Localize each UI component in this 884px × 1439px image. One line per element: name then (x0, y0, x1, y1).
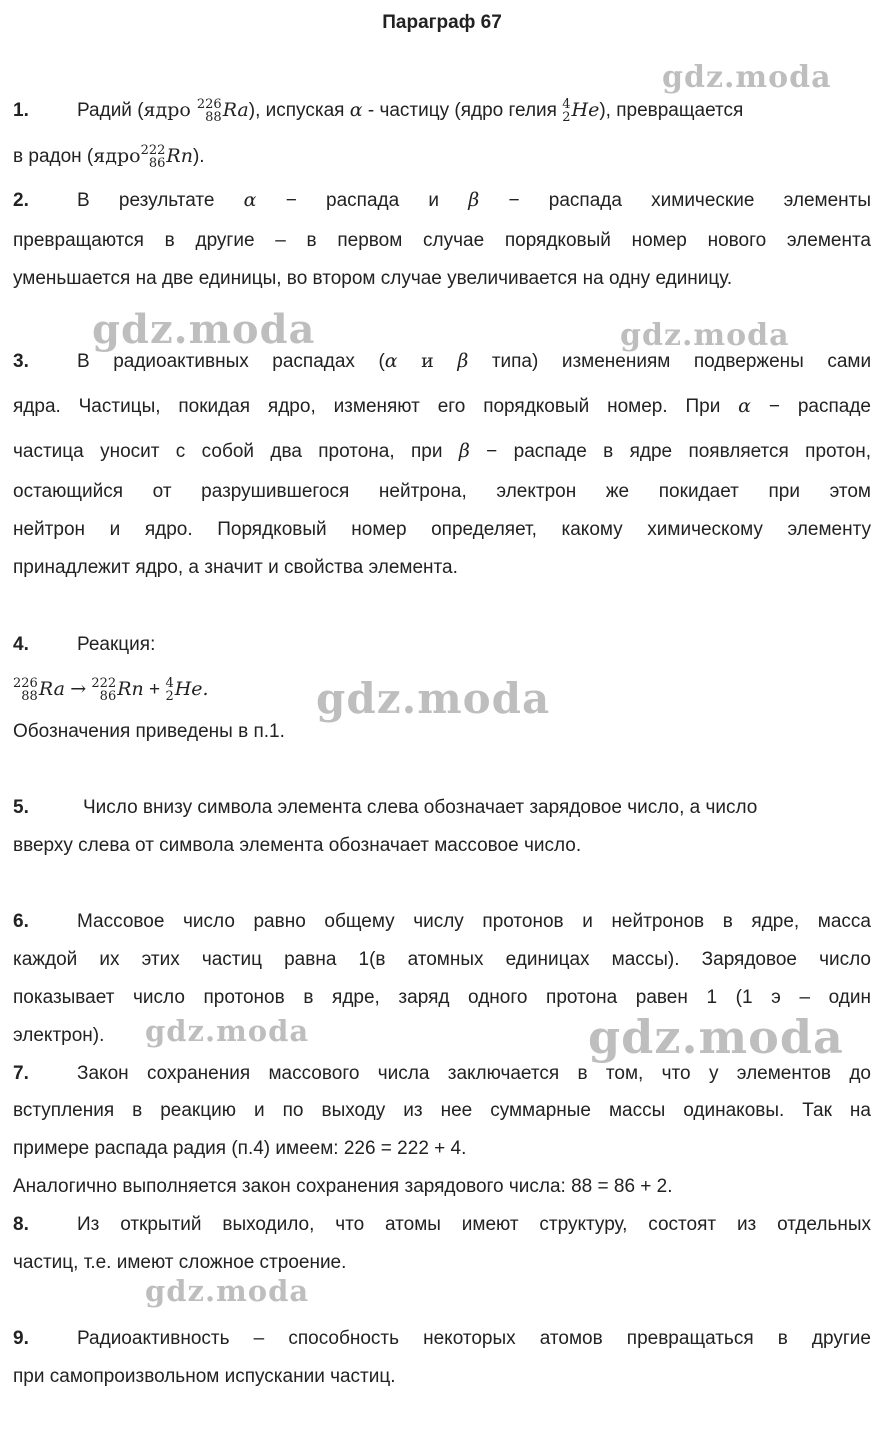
text: ), испуская (248, 100, 345, 121)
item-3-line-4: остающийся от разрушившегося нейтрона, электрон же покидает при этом (13, 481, 871, 502)
item-9-line-1: 9. Радиоактивность – способность некоторых атомов превращаться в другие (13, 1325, 871, 1353)
item-number: 6. (13, 911, 29, 932)
isotope-index: 226 88 (196, 96, 222, 125)
watermark-logo: gdz.moda (92, 306, 316, 353)
item-4-line-1: 4. Реакция: (13, 631, 871, 659)
item-9-line-2: при самопроизвольном испускании частиц. (13, 1366, 396, 1387)
page-title: Параграф 67 (382, 12, 502, 33)
text: в радон ( (13, 146, 94, 167)
math-text: ядро (93, 145, 141, 167)
item-3-line-3: частица уносит с собой два протона, при β − распаде в ядре появляется протон, (13, 440, 872, 462)
item-1-line-1 (13, 96, 871, 125)
element-symbol: Ra (222, 99, 249, 121)
item-7-line-3: примере распада радия (п.4) имеем: 226 = 222 + 4. (13, 1138, 467, 1159)
item-number: 3. (13, 351, 29, 372)
item-number: 7. (13, 1063, 29, 1084)
item-2-line-1: 2. В результате α − распада и β − распада химические элементы (13, 186, 871, 215)
item-3-line-5: нейтрон и ядро. Порядковый номер определяет, какому химическому элементу (13, 519, 871, 540)
item-number: 2. (13, 190, 29, 211)
item-6-line-2: каждой их этих частиц равна 1(в атомных единицах массы). Зарядовое число (13, 949, 871, 970)
isotope-index: 4 2 (165, 675, 174, 704)
item-2-line-2: превращаются в другие – в первом случае порядковый номер нового элемента (13, 230, 871, 251)
item-6-line-4: электрон). (13, 1025, 105, 1046)
text: ), превращается (599, 100, 744, 121)
item-6-line-1: 6. Массовое число равно общему числу протонов и нейтронов в ядре, масса (13, 908, 871, 936)
watermark-logo: gdz.moda (145, 1014, 310, 1048)
isotope-index: 4 2 (562, 96, 571, 125)
element-symbol: Ra (38, 678, 65, 700)
watermark-logo: gdz.moda (316, 674, 551, 723)
item-8-line-1: 8. Из открытий выходило, что атомы имеют структуру, состоят из отдельных (13, 1211, 871, 1239)
isotope-index: 222 86 (140, 142, 166, 171)
math-text: ядро (143, 99, 197, 121)
item-number: 8. (13, 1214, 29, 1235)
text: - частицу (ядро гелия (362, 100, 563, 121)
item-number: 9. (13, 1328, 29, 1349)
alpha-symbol: α (349, 99, 363, 121)
item-2-line-3: уменьшается на две единицы, во втором случае увеличивается на одну единицу. (13, 268, 733, 289)
text: Радий ( (77, 100, 144, 121)
item-7-line-1: 7. Закон сохранения массового числа заключается в том, что у элементов до (13, 1060, 871, 1088)
watermark-logo: gdz.moda (662, 60, 832, 95)
item-5-line-1: 5. Число внизу символа элемента слева обозначает зарядовое число, а число (13, 794, 871, 822)
item-3-line-6: принадлежит ядро, а значит и свойства элемента. (13, 557, 458, 578)
watermark-logo: gdz.moda (588, 1010, 844, 1064)
item-5-line-2: вверху слева от символа элемента обозначает массовое число. (13, 835, 582, 856)
text: ). (192, 146, 205, 167)
isotope-index: 226 88 (13, 675, 38, 704)
watermark-logo: gdz.moda (145, 1274, 310, 1308)
item-7-line-2: вступления в реакцию и по выходу из нее суммарные массы одинаковы. Так на (13, 1100, 871, 1121)
isotope-index: 222 86 (91, 675, 117, 704)
watermark-logo: gdz.moda (620, 318, 790, 353)
item-number: 4. (13, 634, 29, 655)
element-symbol: He (571, 99, 600, 121)
element-symbol: Rn (117, 678, 144, 700)
item-number: 5. (13, 797, 29, 818)
arrow-symbol: → (70, 678, 87, 700)
item-8-line-2: частиц, т.е. имеют сложное строение. (13, 1252, 347, 1273)
item-3-line-1: 3. В радиоактивных распадах (α и β типа) изменениям подвержены сами (13, 347, 871, 376)
item-6-line-3: показывает число протонов в ядре, заряд одного протона равен 1 (1 э – один (13, 987, 871, 1008)
element-symbol: Rn (166, 145, 193, 167)
reaction-equation: 226 88 Ra → 222 86 Rn + 4 2 He. (13, 675, 209, 704)
item-1-line-2 (13, 142, 871, 171)
item-number: 1. (13, 100, 29, 121)
element-symbol: He. (174, 678, 209, 700)
item-4-note: Обозначения приведены в п.1. (13, 721, 285, 742)
item-3-line-2: ядра. Частицы, покидая ядро, изменяют его порядковый номер. При α − распаде (13, 395, 871, 417)
item-7-line-4: Аналогично выполняется закон сохранения зарядового числа: 88 = 86 + 2. (13, 1176, 673, 1197)
